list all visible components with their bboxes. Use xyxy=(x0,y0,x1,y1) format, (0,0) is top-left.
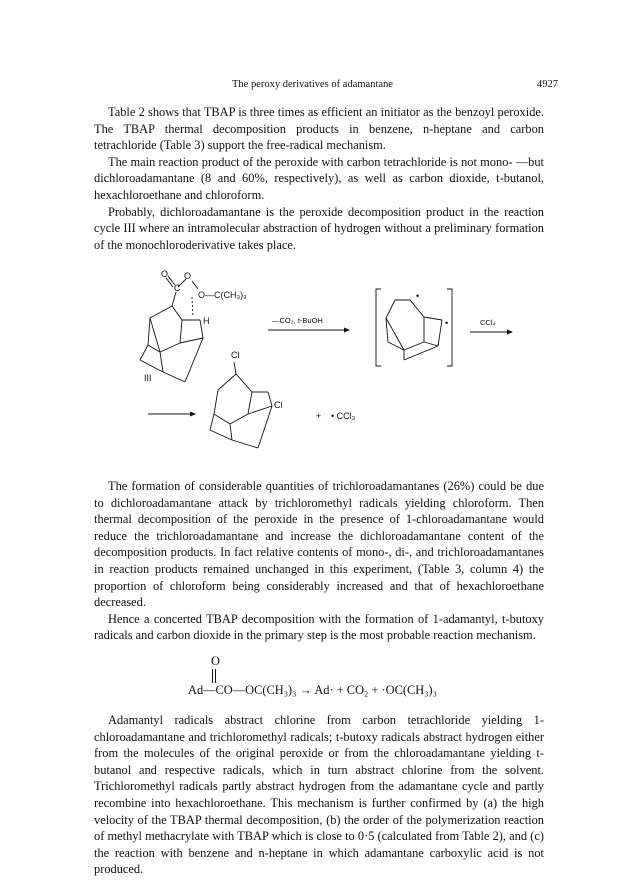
peroxy-substituent: O—C(CH₃)₃ xyxy=(198,290,247,300)
arrowhead-3 xyxy=(190,412,196,417)
paragraph: The main reaction product of the peroxide with carbon tetrachloride is not mono- —but dichloroadamantane (8 and 60%, respectively), as well as carbon dioxide, t-butanol, hexachloroethane and chloroform. xyxy=(94,154,544,202)
adamantyl-radical-structure xyxy=(376,289,452,366)
arrowhead-1 xyxy=(344,328,350,333)
atom-o2: O xyxy=(184,271,192,281)
running-title: The peroxy derivatives of adamantane xyxy=(232,79,393,90)
arrow1-label: —CO₂, t-BuOH xyxy=(272,316,323,325)
paragraph: Probably, dichloroadamantane is the peroxide decomposition product in the reaction cycle III where an intramolecular abstraction of hydrogen without a preliminary formation of the monochloroderivative takes place. xyxy=(94,204,544,252)
radical-dot-2: • xyxy=(445,318,449,328)
cycle-label: III xyxy=(144,373,152,383)
arrowhead-2 xyxy=(507,330,513,335)
plus-sign: + xyxy=(316,411,322,421)
text-block-middle xyxy=(94,478,544,644)
arrow2-label: CCl₄ xyxy=(480,318,496,327)
text-block-bottom xyxy=(94,712,544,878)
equation-double-bond xyxy=(212,669,216,683)
atom-c: C xyxy=(174,283,181,293)
paragraph: Hence a concerted TBAP decomposition with the formation of 1-adamantyl, t-butoxy radicals and carbon dioxide in the primary step is the most probable reaction mechanism. xyxy=(94,611,544,643)
decomposition-equation: Ad—CO—OC(CH₃)₃ → Ad· + CO₂ + ·OC(CH₃)₃ xyxy=(188,683,437,697)
chlorine-top: Cl xyxy=(231,350,240,360)
paragraph: The formation of considerable quantities of trichloroadamantanes (26%) could be due to dichloroadamantane attack by trichloromethyl radicals yielding chloroform. Then thermal decomposition of the peroxide in the presence of 1-chloroadamantane would reduce the trichloroadamantane and increase the dichloroadamantane content of the decomposition products. In fact relative contents of mono-, di-, and trichloroadamantanes in reaction products remained unchanged in this experiment, (Table 3, column 4) the proportion of chloroform being considerably increased and that of hexachloroethane decreased. xyxy=(94,479,544,610)
atom-o1: O xyxy=(161,269,169,279)
radical-dot-1: • xyxy=(416,291,420,301)
equation-carbonyl-oxygen: O xyxy=(211,654,220,668)
trichloromethyl-radical: • CCl₃ xyxy=(331,411,356,421)
text-block-top xyxy=(94,104,544,253)
paragraph: Adamantyl radicals abstract chlorine from carbon tetrachloride yielding 1-chloroadamantane and trichloromethyl radicals; t-butoxy radicals abstract hydrogen either from the molecules of the original peroxide or from the chloroadamantane yielding t-butanol and respective radicals, which in turn abstract chlorine from the solvent. Trichloromethyl radicals partly abstract hydrogen from the adamantane cycle and partly recombine into hexachloroethane. This mechanism is further confirmed by (a) the high velocity of the TBAP thermal decomposition, (b) the order of the polymerization reaction of methyl methacrylate with TBAP which is close to 0·5 (calculated from Table 2), and (c) the reaction with benzene and n-heptane in which adamantane carboxylic acid is not produced. xyxy=(94,713,544,877)
paragraph: Table 2 shows that TBAP is three times as efficient an initiator as the benzoyl peroxide. The TBAP thermal decomposition products in benzene, n-heptane and carbon tetrachloride (Table 3) support the free-radical mechanism. xyxy=(94,105,544,153)
adamantane-peroxide-structure xyxy=(140,276,203,382)
dichloroadamantane-structure xyxy=(210,362,272,448)
chlorine-right: Cl xyxy=(274,400,283,410)
page-number: 4927 xyxy=(537,79,558,90)
atom-h: H xyxy=(203,316,210,326)
